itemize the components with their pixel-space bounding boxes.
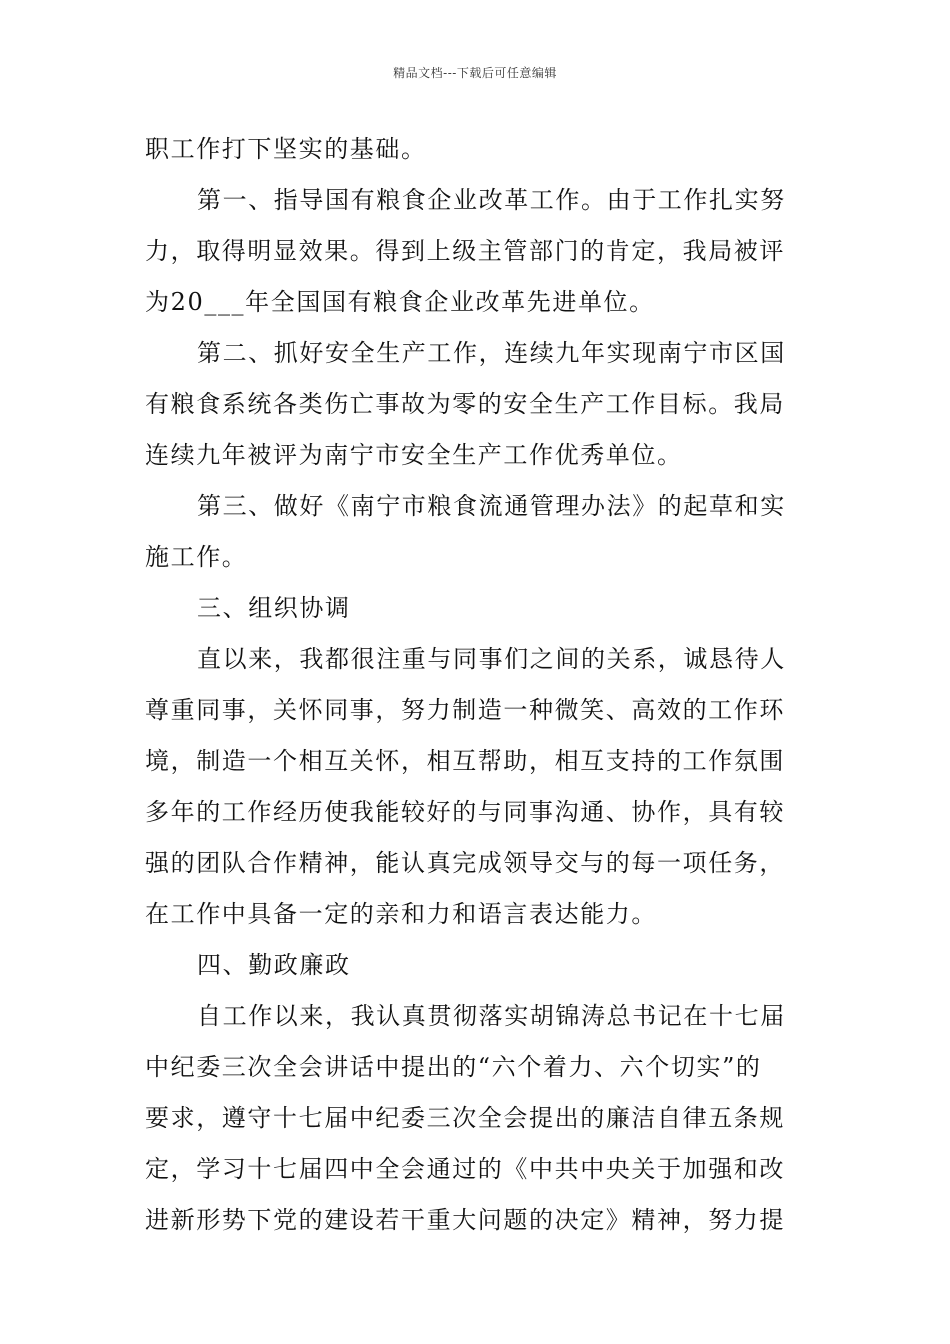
text-line: 中纪委三次全会讲话中提出的“六个着力、六个切实”的 [145, 1053, 762, 1081]
text-line: 第二、抓好安全生产工作，连续九年实现南宁市区国 [197, 339, 786, 367]
text-line: 多年的工作经历使我能较好的与同事沟通、协作，具有较 [145, 798, 785, 826]
text-line: 职工作打下坚实的基础。 [145, 135, 427, 163]
text-line: 要求，遵守十七届中纪委三次全会提出的廉洁自律五条规 [145, 1104, 785, 1132]
text-line: 三、组织协调 [197, 594, 351, 622]
text-line: 在工作中具备一定的亲和力和语言表达能力。 [145, 900, 657, 928]
text-line: 有粮食系统各类伤亡事故为零的安全生产工作目标。我局 [145, 390, 785, 418]
text-line: 强的团队合作精神，能认真完成领导交与的每一项任务， [145, 849, 785, 877]
text-line: 力，取得明显效果。得到上级主管部门的肯定，我局被评 [145, 237, 785, 265]
text-line: 连续九年被评为南宁市安全生产工作优秀单位。 [145, 441, 683, 469]
text-line: 第三、做好《南宁市粮食流通管理办法》的起草和实 [197, 492, 786, 520]
page-header: 精品文档---下载后可任意编辑 [393, 66, 557, 80]
text-line: 直以来，我都很注重与同事们之间的关系，诚恳待人 [197, 645, 786, 673]
text-line: 施工作。 [145, 543, 248, 571]
text-line: 自工作以来，我认真贯彻落实胡锦涛总书记在十七届 [197, 1002, 786, 1030]
text-line: 尊重同事，关怀同事，努力制造一种微笑、高效的工作环 [145, 696, 785, 724]
text-line: 四、勤政廉政 [197, 951, 351, 979]
text-line: 第一、指导国有粮食企业改革工作。由于工作扎实努 [197, 186, 786, 214]
text-line: 境，制造一个相互关怀，相互帮助，相互支持的工作氛围 [145, 747, 785, 775]
text-line: 为20___年全国国有粮食企业改革先进单位。 [145, 288, 655, 316]
text-line: 定，学习十七届四中全会通过的《中共中央关于加强和改 [145, 1155, 785, 1183]
document-body [145, 124, 810, 1246]
text-line: 进新形势下党的建设若干重大问题的决定》精神，努力提 [145, 1206, 785, 1234]
